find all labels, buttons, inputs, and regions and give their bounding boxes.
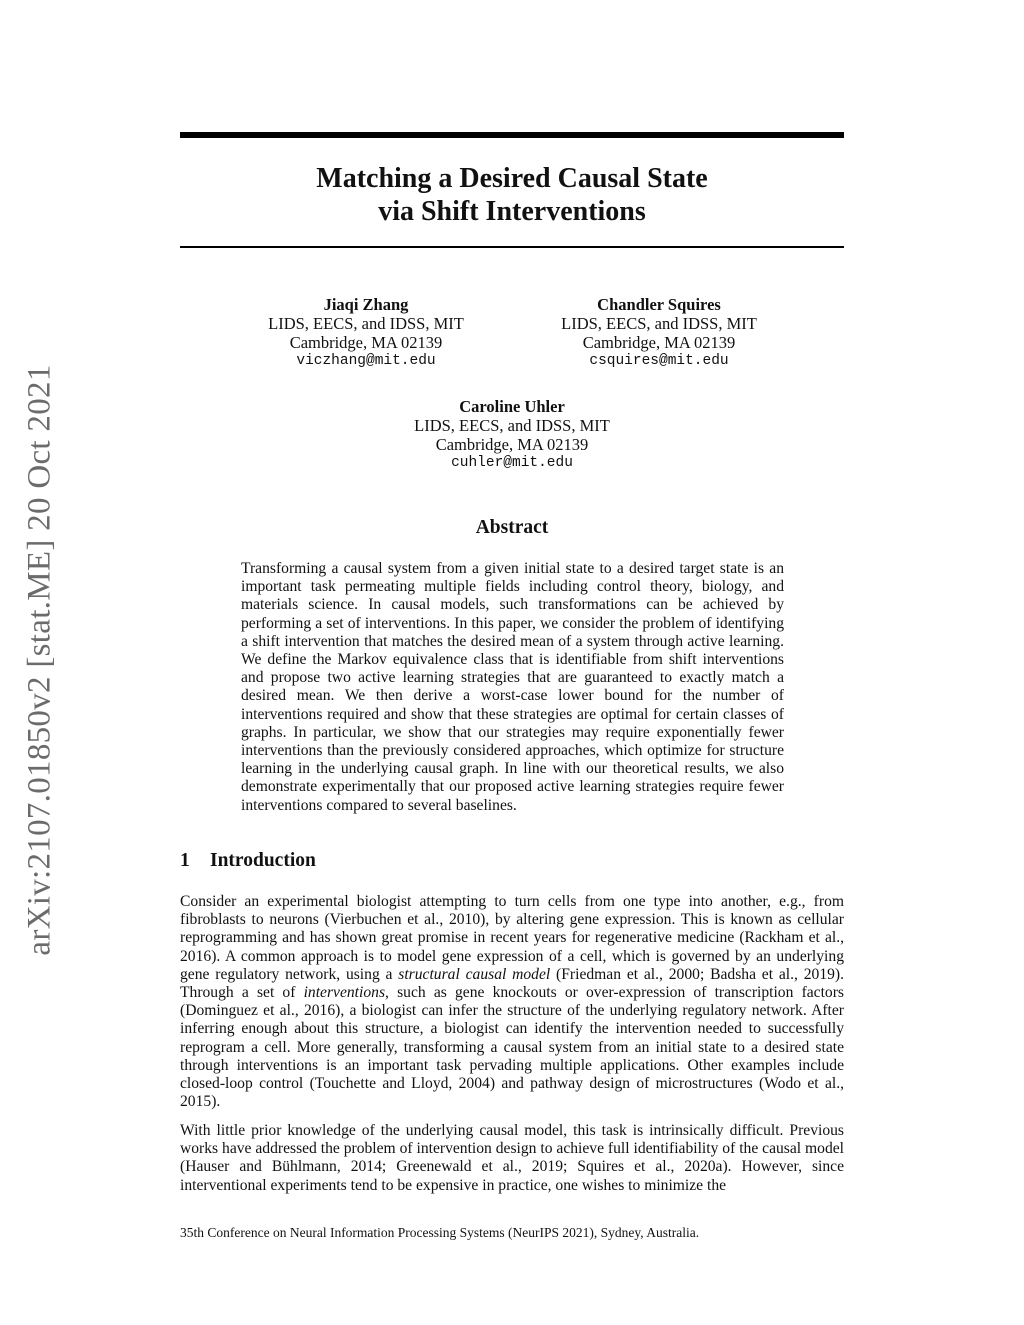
intro-text: , such as gene knockouts or over-expression of transcription factors (Dominguez et al., 2016), a biologist can infer the structure of the underlying regulatory network. After inferring enough about this structure, a biologist can identify the intervention needed to successfully reprogram a cell. More generally, transforming a causal system from an initial state to a desired state through interventions is an important task pervading multiple applications. Other examples include closed-loop control (Touchette and Lloyd, 2004) and pathway design of microstructures (Wodo et al., 2015). (180, 984, 844, 1111)
author-address: Cambridge, MA 02139 (582, 333, 736, 352)
abstract-heading: Abstract (475, 517, 549, 538)
author-block-2 (509, 295, 809, 371)
author-address: Cambridge, MA 02139 (435, 435, 589, 454)
author-block-3 (362, 397, 662, 473)
abstract-text: Transforming a causal system from a given initial state to a desired target state is an important task permeating multiple fields including control theory, biology, and materials science. In causal models, such transformations can be achieved by performing a set of interventions. In this paper, we consider the problem of identifying a shift intervention that matches the desired mean of a system through active learning. We define the Markov equivalence class that is identifiable from shift interventions and propose two active learning strategies that are guaranteed to exactly match a desired mean. We then derive a worst-case lower bound for the number of interventions required and show that these strategies are optimal for certain classes of graphs. In particular, we show that our strategies may require exponentially fewer interventions than the previously considered approaches, which optimize for structure learning in the underlying causal graph. In line with our theoretical results, we also demonstrate experimentally that our proposed active learning strategies require fewer interventions compared to several baselines. (241, 560, 784, 814)
author-name: Jiaqi Zhang (323, 295, 409, 314)
author-affiliation: LIDS, EECS, and IDSS, MIT (268, 314, 464, 333)
author-name: Caroline Uhler (459, 397, 565, 416)
section-heading-introduction (180, 850, 844, 872)
intro-paragraph-2: With little prior knowledge of the underlying causal model, this task is intrinsically difficult. Previous works have addressed the problem of intervention design to achieve full identifiability of the causal model (Hauser and Bühlmann, 2014; Greenewald et al., 2019; Squires et al., 2020a). However, since interventional experiments tend to be expensive in practice, one wishes to minimize the (180, 1122, 844, 1194)
title-line-1: Matching a Desired Causal State (316, 163, 708, 194)
author-address: Cambridge, MA 02139 (289, 333, 443, 352)
title-top-rule (180, 132, 844, 138)
intro-emphasis: structural causal model (398, 965, 551, 983)
title-bottom-rule (180, 246, 844, 248)
title-line-2: via Shift Interventions (378, 196, 646, 227)
intro-text: (Friedman et al., 2000; Badsha et al., 2019). Through a set of (180, 965, 844, 1002)
arxiv-identifier-stamp: arXiv:2107.01850v2 [stat.ME] 20 Oct 2021 (21, 364, 58, 956)
section-number: 1 (180, 850, 190, 871)
author-block-1 (216, 295, 516, 371)
author-email: viczhang@mit.edu (296, 353, 436, 369)
author-name: Chandler Squires (597, 295, 721, 314)
author-email: csquires@mit.edu (589, 353, 729, 369)
intro-emphasis: interventions (303, 984, 386, 1002)
intro-text: Consider an experimental biologist attempting to turn cells from one type into another, e.g., from fibroblasts to neurons (Vierbuchen et al., 2010), by altering gene expression. This is known as cellular reprogramming and has shown great promise in recent years for regenerative medicine (Rackham et al., 2016). A common approach is to model gene expression of a cell, which is governed by an underlying gene regulatory network, using a (180, 893, 844, 983)
conference-footnote: 35th Conference on Neural Information Processing Systems (NeurIPS 2021), Sydney, Australia. (180, 1225, 700, 1240)
paper-title (180, 162, 844, 228)
author-affiliation: LIDS, EECS, and IDSS, MIT (414, 416, 610, 435)
section-title: Introduction (210, 850, 316, 871)
intro-paragraph-1 (180, 893, 844, 1111)
author-email: cuhler@mit.edu (451, 455, 573, 471)
author-affiliation: LIDS, EECS, and IDSS, MIT (561, 314, 757, 333)
